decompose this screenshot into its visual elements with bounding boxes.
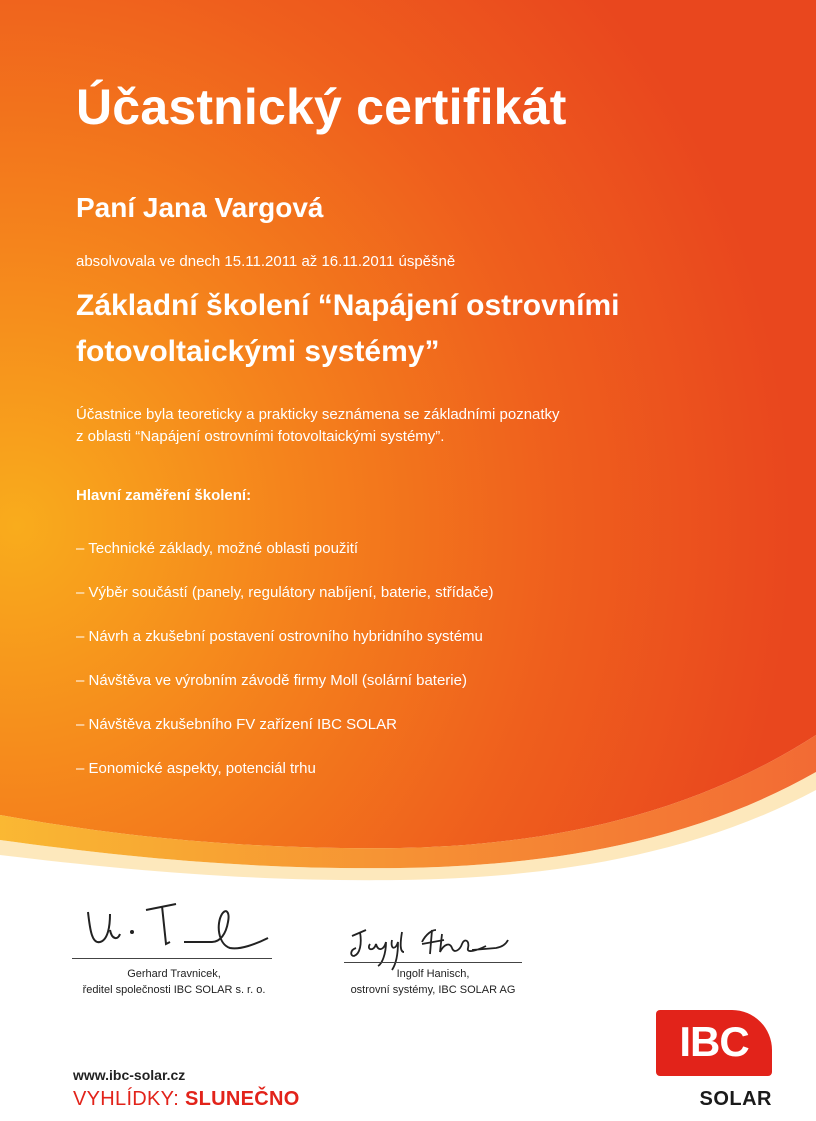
logo-main-text: IBC: [679, 1018, 749, 1065]
completion-dates: absolvovala ve dnech 15.11.2011 až 16.11.2011 úspěšně: [76, 253, 456, 270]
recipient-name: Paní Jana Vargová: [76, 192, 324, 223]
ibc-solar-logo: [656, 1010, 772, 1112]
logo-sub-text: SOLAR: [699, 1088, 772, 1110]
signature-line: [344, 962, 522, 963]
tagline-prefix: VYHLÍDKY:: [73, 1088, 185, 1110]
description-line: Účastnice byla teoreticky a prakticky seznámena se základními poznatky: [76, 406, 560, 423]
signatory-name: Gerhard Travnicek,: [127, 968, 221, 980]
focus-heading: Hlavní zaměření školení:: [76, 487, 252, 504]
signatory-role: ředitel společnosti IBC SOLAR s. r. o.: [82, 984, 266, 996]
focus-list-item: – Návštěva zkušebního FV zařízení IBC SOLAR: [76, 716, 397, 733]
focus-list-item: – Technické základy, možné oblasti použití: [76, 540, 359, 557]
description-line: z oblasti “Napájení ostrovními fotovoltaickými systémy”.: [76, 428, 445, 445]
course-title-line: Základní školení “Napájení ostrovními: [76, 289, 620, 322]
focus-list-item: – Výběr součástí (panely, regulátory nabíjení, baterie, střídače): [76, 584, 494, 601]
signature-travnicek: [80, 890, 280, 960]
signatory-role: ostrovní systémy, IBC SOLAR AG: [350, 984, 516, 996]
course-title: [76, 283, 619, 375]
website-link[interactable]: www.ibc-solar.cz: [73, 1067, 186, 1083]
focus-list-item: – Návštěva ve výrobním závodě firmy Moll (solární baterie): [76, 672, 467, 689]
focus-list-item: – Návrh a zkušební postavení ostrovního hybridního systému: [76, 628, 483, 645]
certificate-title: Účastnický certifikát: [76, 79, 567, 135]
tagline-bold: SLUNEČNO: [184, 1088, 300, 1110]
signature-line: [72, 958, 272, 959]
course-title-line: fotovoltaickými systémy”: [76, 335, 440, 368]
course-description: [76, 404, 560, 448]
signatory-2: [322, 966, 544, 998]
signatory-1: [60, 966, 288, 998]
tagline: [73, 1088, 300, 1111]
focus-list-item: – Eonomické aspekty, potenciál trhu: [76, 760, 316, 777]
signatory-name: Ingolf Hanisch,: [396, 968, 470, 980]
